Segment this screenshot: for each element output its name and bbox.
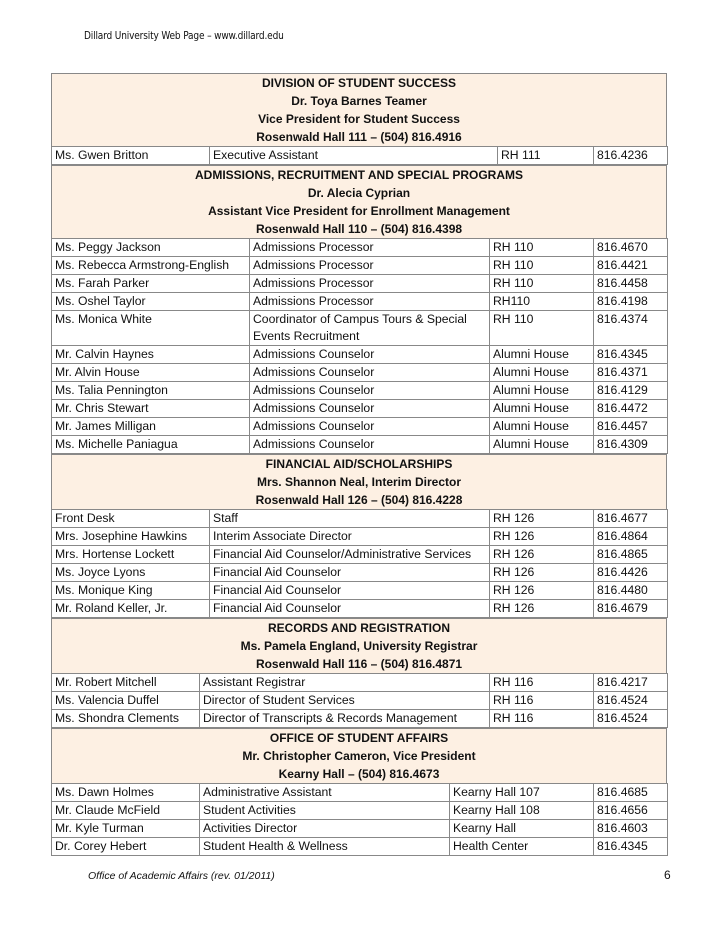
staff-title: Admissions Processor xyxy=(250,275,490,293)
staff-name: Ms. Shondra Clements xyxy=(52,710,200,728)
section-header-line: Assistant Vice President for Enrollment Management xyxy=(208,204,510,218)
section-table-financial-aid xyxy=(51,509,668,618)
staff-location: RH 111 xyxy=(498,147,594,165)
table-row xyxy=(52,510,668,528)
staff-phone: 816.4371 xyxy=(594,364,668,382)
section-header-line: DIVISION OF STUDENT SUCCESS xyxy=(261,76,457,90)
staff-phone: 816.4129 xyxy=(594,382,668,400)
staff-title: Director of Student Services xyxy=(200,692,490,710)
staff-name: Ms. Monica White xyxy=(52,311,250,346)
table-row xyxy=(52,239,668,257)
staff-phone: 816.4374 xyxy=(594,311,668,346)
staff-location: RH 116 xyxy=(490,674,594,692)
staff-title: Admissions Counselor xyxy=(250,418,490,436)
staff-phone: 816.4426 xyxy=(594,564,668,582)
table-row xyxy=(52,418,668,436)
staff-location: Health Center xyxy=(450,838,594,856)
staff-phone: 816.4345 xyxy=(594,346,668,364)
staff-phone: 816.4309 xyxy=(594,436,668,454)
table-row xyxy=(52,674,668,692)
staff-name: Ms. Oshel Taylor xyxy=(52,293,250,311)
staff-title: Admissions Processor xyxy=(250,239,490,257)
table-row xyxy=(52,346,668,364)
table-row xyxy=(52,293,668,311)
staff-phone: 816.4677 xyxy=(594,510,668,528)
staff-title: Financial Aid Counselor xyxy=(210,564,490,582)
staff-name: Mr. James Milligan xyxy=(52,418,250,436)
staff-location: RH110 xyxy=(490,293,594,311)
section-header-admissions xyxy=(51,165,667,238)
staff-phone: 816.4670 xyxy=(594,239,668,257)
staff-location: RH 110 xyxy=(490,275,594,293)
staff-name: Ms. Rebecca Armstrong-English xyxy=(52,257,250,275)
staff-title: Executive Assistant xyxy=(210,147,498,165)
staff-phone: 816.4472 xyxy=(594,400,668,418)
page-header: Dillard University Web Page – www.dillard.edu xyxy=(84,30,284,42)
staff-title: Director of Transcripts & Records Management xyxy=(200,710,490,728)
staff-location: RH 110 xyxy=(490,257,594,275)
table-row xyxy=(52,311,668,346)
staff-title: Financial Aid Counselor/Administrative Services xyxy=(210,546,490,564)
staff-name: Mr. Roland Keller, Jr. xyxy=(52,600,210,618)
section-table-admissions xyxy=(51,238,668,454)
section-header-line: RECORDS AND REGISTRATION xyxy=(267,621,450,635)
staff-name: Ms. Monique King xyxy=(52,582,210,600)
staff-name: Ms. Gwen Britton xyxy=(52,147,210,165)
staff-title: Admissions Counselor xyxy=(250,436,490,454)
staff-phone: 816.4217 xyxy=(594,674,668,692)
staff-title: Financial Aid Counselor xyxy=(210,600,490,618)
section-header-line: Kearny Hall – (504) 816.4673 xyxy=(278,767,440,781)
staff-title: Financial Aid Counselor xyxy=(210,582,490,600)
table-row xyxy=(52,600,668,618)
table-row xyxy=(52,382,668,400)
staff-phone: 816.4480 xyxy=(594,582,668,600)
table-row xyxy=(52,692,668,710)
table-row xyxy=(52,400,668,418)
staff-title: Activities Director xyxy=(200,820,450,838)
staff-location: Alumni House xyxy=(490,346,594,364)
table-row xyxy=(52,528,668,546)
table-row xyxy=(52,784,668,802)
section-header-line: Dr. Toya Barnes Teamer xyxy=(291,94,427,108)
section-header-records-registration xyxy=(51,618,667,673)
table-row xyxy=(52,275,668,293)
table-row xyxy=(52,436,668,454)
staff-location: RH 116 xyxy=(490,710,594,728)
section-header-line: Dr. Alecia Cyprian xyxy=(307,186,411,200)
table-row xyxy=(52,147,668,165)
staff-name: Mr. Chris Stewart xyxy=(52,400,250,418)
staff-location: Alumni House xyxy=(490,418,594,436)
staff-name: Mrs. Josephine Hawkins xyxy=(52,528,210,546)
staff-title: Admissions Counselor xyxy=(250,346,490,364)
staff-location: RH 126 xyxy=(490,528,594,546)
table-row xyxy=(52,546,668,564)
staff-location: Kearny Hall 107 xyxy=(450,784,594,802)
staff-phone: 816.4685 xyxy=(594,784,668,802)
table-row xyxy=(52,710,668,728)
staff-location: RH 110 xyxy=(490,311,594,346)
section-header-line: OFFICE OF STUDENT AFFAIRS xyxy=(269,731,449,745)
staff-name: Mr. Robert Mitchell xyxy=(52,674,200,692)
staff-title: Interim Associate Director xyxy=(210,528,490,546)
staff-title: Admissions Processor xyxy=(250,293,490,311)
table-row xyxy=(52,838,668,856)
section-header-line: Rosenwald Hall 116 – (504) 816.4871 xyxy=(255,657,463,671)
staff-location: RH 126 xyxy=(490,582,594,600)
table-row xyxy=(52,820,668,838)
table-row xyxy=(52,564,668,582)
section-header-student-affairs xyxy=(51,728,667,783)
staff-name: Mr. Alvin House xyxy=(52,364,250,382)
staff-title: Student Health & Wellness xyxy=(200,838,450,856)
table-row xyxy=(52,257,668,275)
staff-phone: 816.4679 xyxy=(594,600,668,618)
section-header-line: Rosenwald Hall 111 – (504) 816.4916 xyxy=(256,130,462,144)
staff-name: Ms. Valencia Duffel xyxy=(52,692,200,710)
staff-phone: 816.4865 xyxy=(594,546,668,564)
staff-title: Admissions Counselor xyxy=(250,400,490,418)
staff-name: Mr. Claude McField xyxy=(52,802,200,820)
staff-phone: 816.4524 xyxy=(594,692,668,710)
staff-location: Alumni House xyxy=(490,382,594,400)
table-row xyxy=(52,582,668,600)
staff-location: RH 126 xyxy=(490,510,594,528)
staff-location: Kearny Hall 108 xyxy=(450,802,594,820)
staff-phone: 816.4421 xyxy=(594,257,668,275)
staff-location: RH 126 xyxy=(490,600,594,618)
staff-title: Admissions Processor xyxy=(250,257,490,275)
staff-phone: 816.4864 xyxy=(594,528,668,546)
staff-location: RH 110 xyxy=(490,239,594,257)
staff-title: Assistant Registrar xyxy=(200,674,490,692)
staff-phone: 816.4457 xyxy=(594,418,668,436)
staff-directory xyxy=(51,73,667,856)
section-header-line: Mrs. Shannon Neal, Interim Director xyxy=(256,475,462,489)
staff-title: Admissions Counselor xyxy=(250,382,490,400)
staff-phone: 816.4603 xyxy=(594,820,668,838)
section-header-line: Ms. Pamela England, University Registrar xyxy=(240,639,478,653)
section-header-line: Rosenwald Hall 110 – (504) 816.4398 xyxy=(255,222,463,236)
section-header-student-success xyxy=(51,73,667,146)
staff-phone: 816.4198 xyxy=(594,293,668,311)
staff-name: Ms. Farah Parker xyxy=(52,275,250,293)
staff-phone: 816.4656 xyxy=(594,802,668,820)
staff-name: Front Desk xyxy=(52,510,210,528)
staff-location: RH 116 xyxy=(490,692,594,710)
staff-name: Mr. Kyle Turman xyxy=(52,820,200,838)
section-header-line: FINANCIAL AID/SCHOLARSHIPS xyxy=(265,457,453,471)
staff-location: Kearny Hall xyxy=(450,820,594,838)
page-footer: Office of Academic Affairs (rev. 01/2011) xyxy=(88,870,275,882)
staff-name: Mr. Calvin Haynes xyxy=(52,346,250,364)
staff-name: Ms. Dawn Holmes xyxy=(52,784,200,802)
section-table-student-affairs xyxy=(51,783,668,856)
section-table-records-registration xyxy=(51,673,668,728)
staff-phone: 816.4345 xyxy=(594,838,668,856)
staff-phone: 816.4524 xyxy=(594,710,668,728)
staff-title: Student Activities xyxy=(200,802,450,820)
staff-phone: 816.4236 xyxy=(594,147,668,165)
section-table-student-success xyxy=(51,146,668,165)
section-header-financial-aid xyxy=(51,454,667,509)
staff-name: Dr. Corey Hebert xyxy=(52,838,200,856)
staff-name: Ms. Peggy Jackson xyxy=(52,239,250,257)
staff-title: Staff xyxy=(210,510,490,528)
table-row xyxy=(52,364,668,382)
staff-location: Alumni House xyxy=(490,436,594,454)
staff-location: Alumni House xyxy=(490,364,594,382)
staff-location: RH 126 xyxy=(490,564,594,582)
staff-title: Admissions Counselor xyxy=(250,364,490,382)
staff-location: RH 126 xyxy=(490,546,594,564)
section-header-line: Vice President for Student Success xyxy=(258,112,460,126)
staff-title: Administrative Assistant xyxy=(200,784,450,802)
section-header-line: ADMISSIONS, RECRUITMENT AND SPECIAL PROGRAMS xyxy=(194,168,524,182)
staff-title: Coordinator of Campus Tours & Special Events Recruitment xyxy=(250,311,490,346)
staff-name: Ms. Joyce Lyons xyxy=(52,564,210,582)
page-number: 6 xyxy=(664,868,671,882)
staff-location: Alumni House xyxy=(490,400,594,418)
staff-name: Ms. Michelle Paniagua xyxy=(52,436,250,454)
section-header-line: Rosenwald Hall 126 – (504) 816.4228 xyxy=(255,493,463,507)
table-row xyxy=(52,802,668,820)
staff-phone: 816.4458 xyxy=(594,275,668,293)
section-header-line: Mr. Christopher Cameron, Vice President xyxy=(242,749,476,763)
staff-name: Ms. Talia Pennington xyxy=(52,382,250,400)
staff-name: Mrs. Hortense Lockett xyxy=(52,546,210,564)
